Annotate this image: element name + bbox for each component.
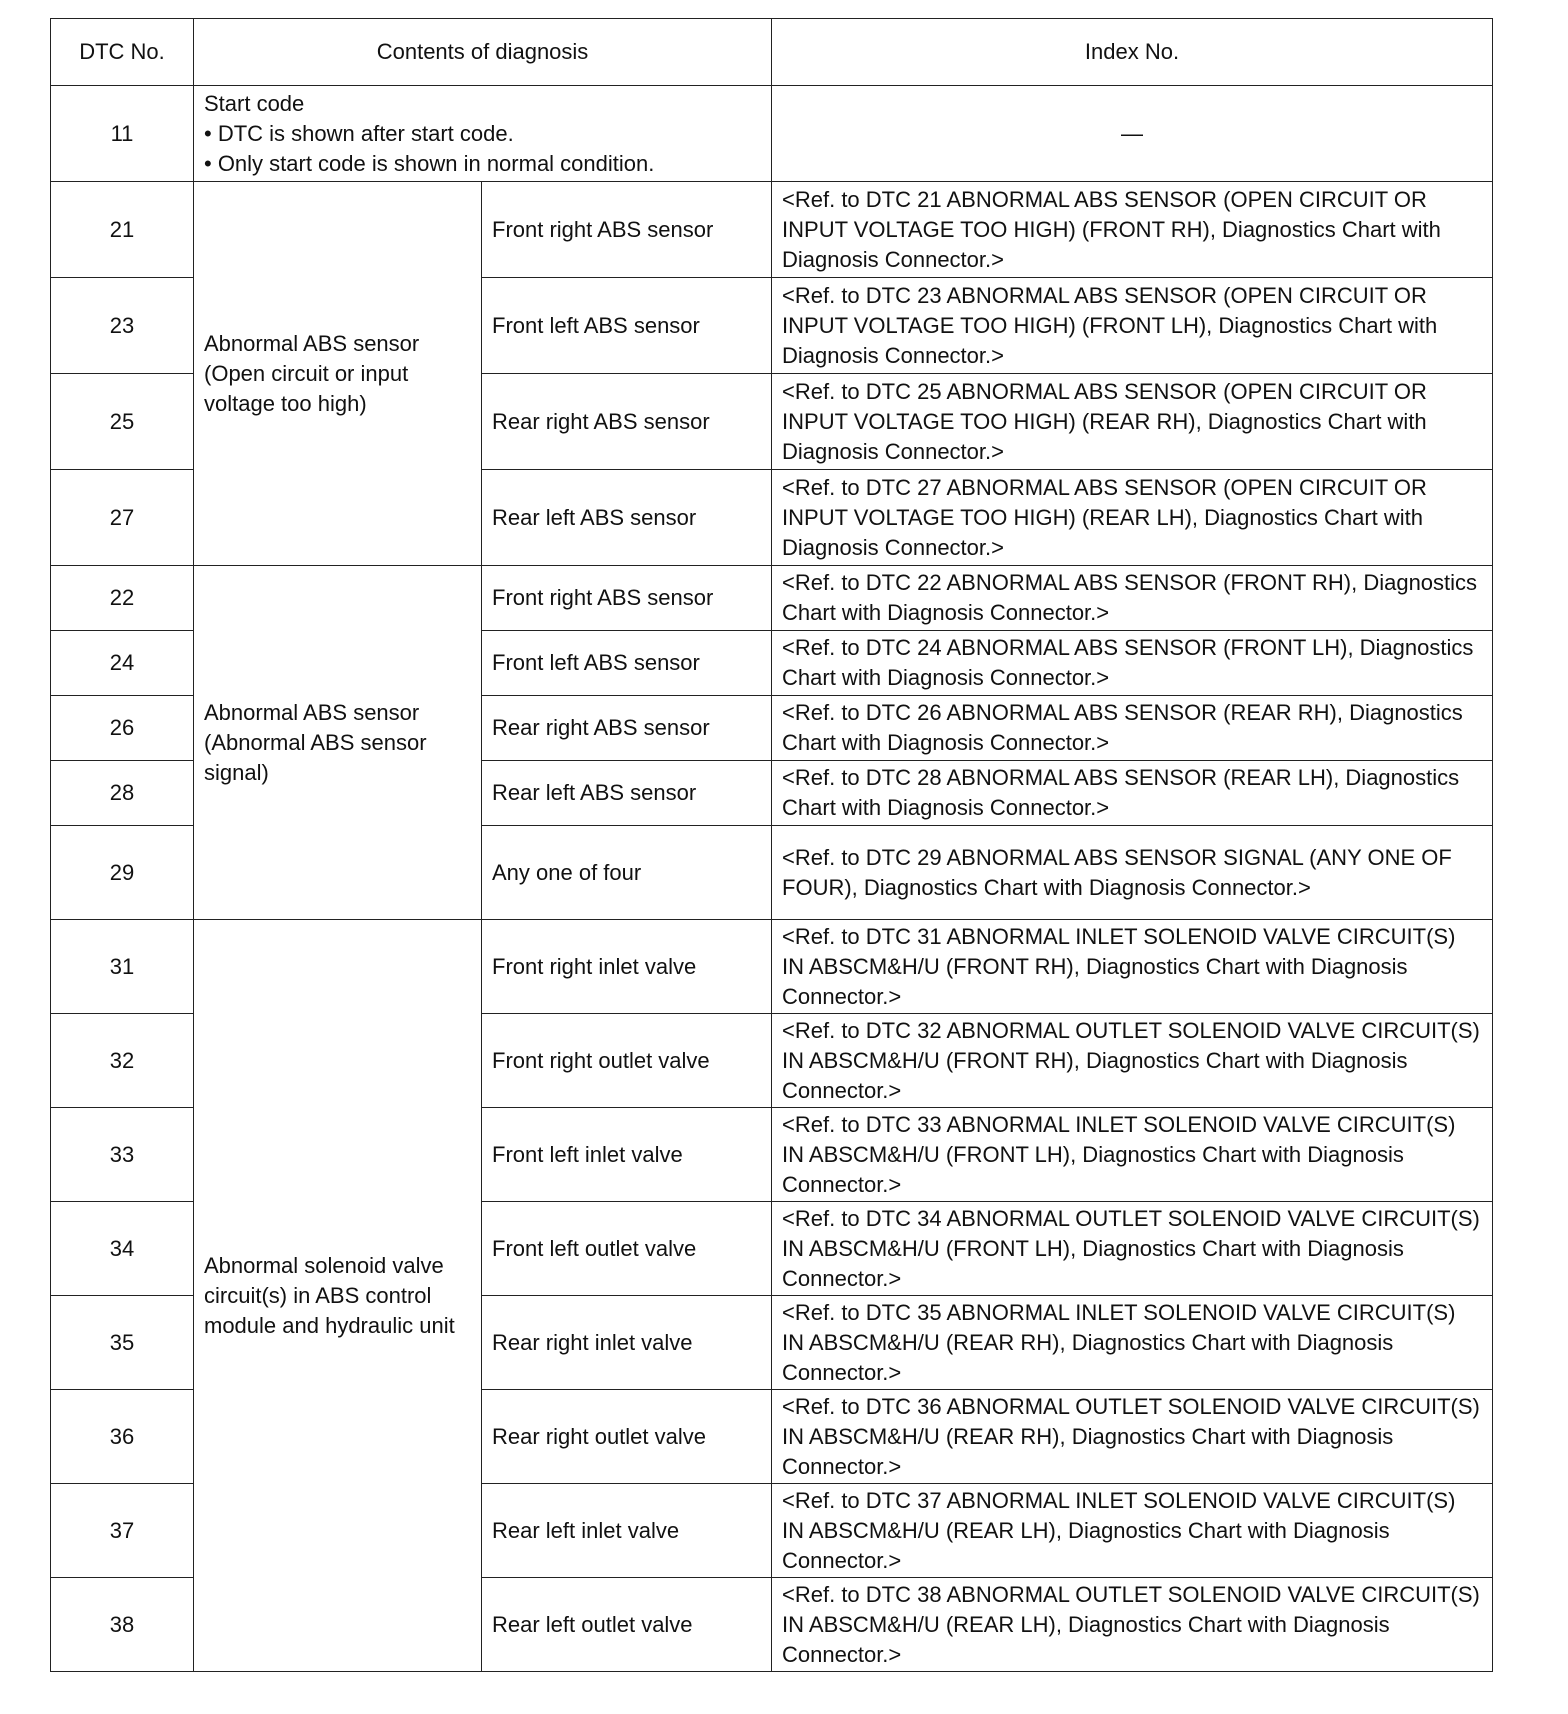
index-ref: <Ref. to DTC 34 ABNORMAL OUTLET SOLENOID VALVE CIRCUIT(S) IN ABSCM&H/U (FRONT LH), Diagnostics Chart with Diagnosis Connector.>	[772, 1202, 1493, 1296]
start-code-bullet: • DTC is shown after start code.	[204, 120, 514, 146]
dtc-code: 21	[51, 182, 194, 278]
dtc-code: 25	[51, 374, 194, 470]
index-ref: <Ref. to DTC 31 ABNORMAL INLET SOLENOID VALVE CIRCUIT(S) IN ABSCM&H/U (FRONT RH), Diagnostics Chart with Diagnosis Connector.>	[772, 920, 1493, 1014]
index-ref: —	[772, 86, 1493, 182]
header-index-no: Index No.	[772, 19, 1493, 86]
group-label: Abnormal ABS sensor (Open circuit or input voltage too high)	[194, 182, 482, 566]
table-row	[51, 920, 1493, 1014]
sub-item: Rear right ABS sensor	[482, 696, 772, 761]
dtc-code: 34	[51, 1202, 194, 1296]
dtc-code: 35	[51, 1296, 194, 1390]
dtc-code: 11	[51, 86, 194, 182]
sub-item: Any one of four	[482, 826, 772, 920]
sub-item: Front left outlet valve	[482, 1202, 772, 1296]
index-ref: <Ref. to DTC 33 ABNORMAL INLET SOLENOID VALVE CIRCUIT(S) IN ABSCM&H/U (FRONT LH), Diagnostics Chart with Diagnosis Connector.>	[772, 1108, 1493, 1202]
index-ref: <Ref. to DTC 32 ABNORMAL OUTLET SOLENOID VALVE CIRCUIT(S) IN ABSCM&H/U (FRONT RH), Diagnostics Chart with Diagnosis Connector.>	[772, 1014, 1493, 1108]
dtc-code: 28	[51, 761, 194, 826]
index-ref: <Ref. to DTC 23 ABNORMAL ABS SENSOR (OPEN CIRCUIT OR INPUT VOLTAGE TOO HIGH) (FRONT LH), Diagnostics Chart with Diagnosis Connector.>	[772, 278, 1493, 374]
table-row-start-code	[51, 86, 1493, 182]
sub-item: Front left ABS sensor	[482, 278, 772, 374]
index-ref: <Ref. to DTC 21 ABNORMAL ABS SENSOR (OPEN CIRCUIT OR INPUT VOLTAGE TOO HIGH) (FRONT RH), Diagnostics Chart with Diagnosis Connector.>	[772, 182, 1493, 278]
index-ref: <Ref. to DTC 36 ABNORMAL OUTLET SOLENOID VALVE CIRCUIT(S) IN ABSCM&H/U (REAR RH), Diagnostics Chart with Diagnosis Connector.>	[772, 1390, 1493, 1484]
index-ref: <Ref. to DTC 24 ABNORMAL ABS SENSOR (FRONT LH), Diagnostics Chart with Diagnosis Connector.>	[772, 631, 1493, 696]
sub-item: Front right ABS sensor	[482, 566, 772, 631]
index-ref: <Ref. to DTC 26 ABNORMAL ABS SENSOR (REAR RH), Diagnostics Chart with Diagnosis Connector.>	[772, 696, 1493, 761]
index-ref: <Ref. to DTC 35 ABNORMAL INLET SOLENOID VALVE CIRCUIT(S) IN ABSCM&H/U (REAR RH), Diagnostics Chart with Diagnosis Connector.>	[772, 1296, 1493, 1390]
header-dtc-no: DTC No.	[51, 19, 194, 86]
index-ref: <Ref. to DTC 25 ABNORMAL ABS SENSOR (OPEN CIRCUIT OR INPUT VOLTAGE TOO HIGH) (REAR RH), Diagnostics Chart with Diagnosis Connector.>	[772, 374, 1493, 470]
dtc-code: 29	[51, 826, 194, 920]
table-row	[51, 566, 1493, 631]
dtc-code: 26	[51, 696, 194, 761]
sub-item: Rear left inlet valve	[482, 1484, 772, 1578]
group-label: Abnormal solenoid valve circuit(s) in ABS control module and hydraulic unit	[194, 920, 482, 1672]
index-ref: <Ref. to DTC 38 ABNORMAL OUTLET SOLENOID VALVE CIRCUIT(S) IN ABSCM&H/U (REAR LH), Diagnostics Chart with Diagnosis Connector.>	[772, 1578, 1493, 1672]
dtc-code: 27	[51, 470, 194, 566]
sub-item: Rear left outlet valve	[482, 1578, 772, 1672]
dtc-code: 22	[51, 566, 194, 631]
table-row	[51, 182, 1493, 278]
header-contents: Contents of diagnosis	[194, 19, 772, 86]
dtc-code: 37	[51, 1484, 194, 1578]
dtc-code: 33	[51, 1108, 194, 1202]
sub-item: Front left ABS sensor	[482, 631, 772, 696]
sub-item: Rear left ABS sensor	[482, 761, 772, 826]
start-code-bullet: • Only start code is shown in normal condition.	[204, 150, 655, 176]
sub-item: Front right ABS sensor	[482, 182, 772, 278]
dtc-code: 32	[51, 1014, 194, 1108]
dtc-code: 36	[51, 1390, 194, 1484]
dtc-code: 31	[51, 920, 194, 1014]
dtc-code: 38	[51, 1578, 194, 1672]
index-ref: <Ref. to DTC 27 ABNORMAL ABS SENSOR (OPEN CIRCUIT OR INPUT VOLTAGE TOO HIGH) (REAR LH), Diagnostics Chart with Diagnosis Connector.>	[772, 470, 1493, 566]
sub-item: Front right inlet valve	[482, 920, 772, 1014]
index-ref: <Ref. to DTC 37 ABNORMAL INLET SOLENOID VALVE CIRCUIT(S) IN ABSCM&H/U (REAR LH), Diagnostics Chart with Diagnosis Connector.>	[772, 1484, 1493, 1578]
dtc-table	[50, 18, 1493, 1672]
start-code-title: Start code	[204, 90, 305, 116]
header-row	[51, 19, 1493, 86]
index-ref: <Ref. to DTC 28 ABNORMAL ABS SENSOR (REAR LH), Diagnostics Chart with Diagnosis Connector.>	[772, 761, 1493, 826]
dtc-code: 23	[51, 278, 194, 374]
dtc-code: 24	[51, 631, 194, 696]
sub-item: Rear right ABS sensor	[482, 374, 772, 470]
sub-item: Front right outlet valve	[482, 1014, 772, 1108]
index-ref: <Ref. to DTC 22 ABNORMAL ABS SENSOR (FRONT RH), Diagnostics Chart with Diagnosis Connector.>	[772, 566, 1493, 631]
group-label: Abnormal ABS sensor (Abnormal ABS sensor signal)	[194, 566, 482, 920]
sub-item: Rear right outlet valve	[482, 1390, 772, 1484]
sub-item: Rear right inlet valve	[482, 1296, 772, 1390]
index-ref: <Ref. to DTC 29 ABNORMAL ABS SENSOR SIGNAL (ANY ONE OF FOUR), Diagnostics Chart with Diagnosis Connector.>	[772, 826, 1493, 920]
sub-item: Rear left ABS sensor	[482, 470, 772, 566]
start-code-description	[194, 86, 772, 182]
sub-item: Front left inlet valve	[482, 1108, 772, 1202]
